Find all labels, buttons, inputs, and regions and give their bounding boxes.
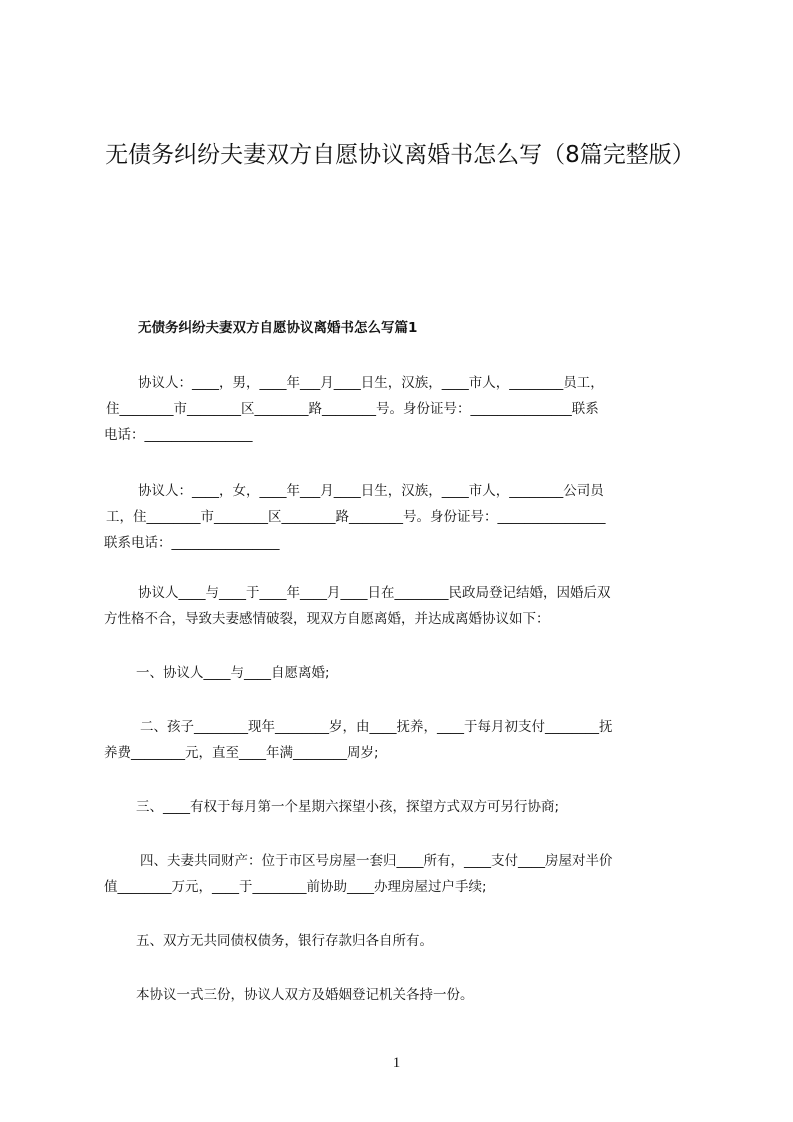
party-male-line-3: 电话：________________ xyxy=(104,427,253,443)
document-title: 无债务纠纷夫妻双方自愿协议离婚书怎么写（8篇完整版） xyxy=(105,142,695,168)
section-heading: 无债务纠纷夫妻双方自愿协议离婚书怎么写篇1 xyxy=(138,320,418,336)
marriage-line-1: 协议人____与____于____年____月____日在________民政局登记结婚，因婚后双 xyxy=(138,585,611,601)
page-number: 1 xyxy=(392,1055,401,1071)
clause-3: 三、____有权于每月第一个星期六探望小孩，探望方式双方可另行协商; xyxy=(136,799,560,815)
clause-4-line-2: 值________万元，____于________前协助____办理房屋过户手续; xyxy=(104,879,487,895)
party-male-line-1: 协议人：____，男，____年___月____日生，汉族，____市人，________员工， xyxy=(138,375,604,391)
clause-2-line-2: 养费________元，直至____年满________周岁; xyxy=(104,745,379,761)
party-female-line-3: 联系电话：________________ xyxy=(104,535,280,551)
party-male-line-2: 住________市________区________路________号。身份证号：_______________联系 xyxy=(106,401,599,417)
clause-5: 五、双方无共同债权债务，银行存款归各自所有。 xyxy=(136,933,433,949)
party-female-line-1: 协议人：____，女，____年___月____日生，汉族，____市人，________公司员 xyxy=(138,483,604,499)
marriage-line-2: 方性格不合，导致夫妻感情破裂，现双方自愿离婚，并达成离婚协议如下： xyxy=(104,611,550,627)
clause-1: 一、协议人____与____自愿离婚; xyxy=(136,665,330,681)
clause-4-line-1: 四、夫妻共同财产：位于市区号房屋一套归____所有，____支付____房屋对半价 xyxy=(140,853,613,869)
clause-2-line-1: 二、孩子________现年________岁，由____抚养，____于每月初支付________抚 xyxy=(140,719,613,735)
copies-statement: 本协议一式三份，协议人双方及婚姻登记机关各持一份。 xyxy=(136,987,474,1003)
party-female-line-2: 工，住________市________区________路________号。身份证号：________________ xyxy=(106,509,606,525)
